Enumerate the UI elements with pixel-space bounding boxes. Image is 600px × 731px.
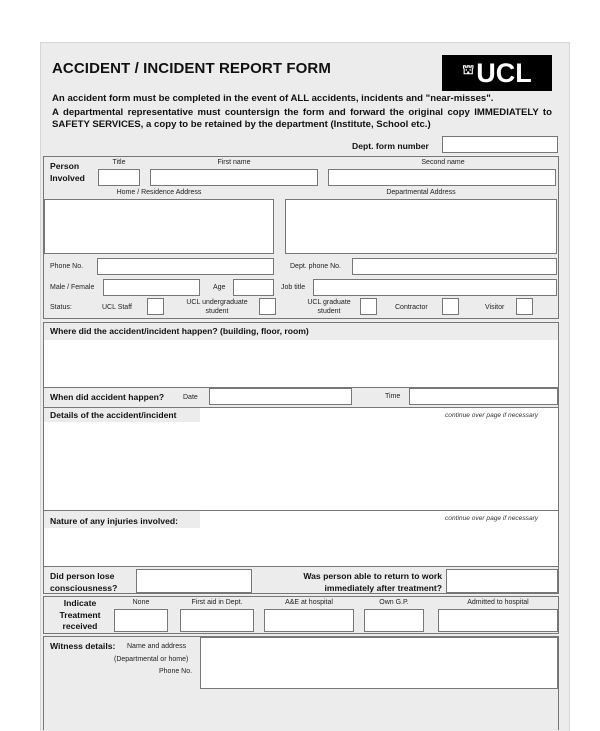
date-field[interactable] [209,388,352,405]
treatment-gp-field[interactable] [364,609,424,632]
location-label: Where did the accident/incident happen? (building, floor, room) [50,326,309,336]
first-name-field[interactable] [150,169,318,186]
treatment-admitted-field[interactable] [438,609,558,632]
injuries-label: Nature of any injuries involved: [50,516,178,526]
lose-consciousness-label: Did person lose consciousness? [50,571,118,593]
when-label: When did accident happen? [50,392,165,402]
visitor-checkbox[interactable] [516,298,533,315]
intro-line-1: An accident form must be completed in the event of ALL accidents, incidents and "near-misses". [52,93,494,104]
title-label: Title [112,159,126,166]
details-note: continue over page if necessary [445,412,539,419]
treatment-none-field[interactable] [114,609,168,632]
divider [44,566,558,567]
phone-field[interactable] [97,258,274,275]
graduate-checkbox[interactable] [360,298,377,315]
dept-address-field[interactable] [285,199,557,254]
status-option-ucl-staff: UCL Staff [102,304,132,311]
form-number-label: Dept. form number [352,141,429,151]
location-field[interactable] [44,340,558,387]
intro-line-2: A departmental representative must countersign the form and forward the original copy IMMEDIATELY to SAFETY SERVICES, a copy to be retained by the department (Institute, School etc.) [52,107,552,130]
form-title: ACCIDENT / INCIDENT REPORT FORM [52,60,331,77]
person-involved-label: Person Involved [50,161,85,183]
treatment-option-gp: Own G.P. [379,599,409,606]
treatment-option-first-aid: First aid in Dept. [191,599,243,606]
form-number-field[interactable] [442,136,558,153]
witness-details-field[interactable] [200,637,558,689]
injuries-field[interactable] [44,528,558,566]
treatment-ae-field[interactable] [264,609,354,632]
ucl-staff-checkbox[interactable] [147,298,164,315]
treatment-option-admitted: Admitted to hospital [467,599,529,606]
witness-phone-label: Phone No. [159,668,193,675]
dept-phone-label: Dept. phone No. [290,263,341,270]
age-field[interactable] [233,279,274,296]
witness-label: Witness details: [50,641,116,651]
ucl-logo [442,55,552,91]
second-name-field[interactable] [328,169,556,186]
second-name-label: Second name [421,159,465,166]
lose-consciousness-field[interactable] [136,569,252,593]
job-title-field[interactable] [313,279,557,296]
gender-field[interactable] [103,279,200,296]
home-address-label: Home / Residence Address [116,189,202,196]
dept-address-label: Departmental Address [386,189,456,196]
treatment-first-aid-field[interactable] [180,609,254,632]
date-label: Date [183,394,198,401]
time-field[interactable] [409,388,558,405]
phone-label: Phone No. [50,263,84,270]
return-to-work-label: Was person able to return to work immediately after treatment? [303,571,442,593]
first-name-label: First name [217,159,251,166]
status-label: Status: [50,304,72,311]
gender-label: Male / Female [50,284,95,291]
dept-phone-field[interactable] [352,258,557,275]
treatment-label: Indicate Treatment received [59,598,101,631]
treatment-option-ae: A&E at hospital [285,599,333,606]
status-option-contractor: Contractor [395,304,428,311]
status-option-undergraduate: UCL undergraduate student [186,299,248,315]
treatment-option-none: None [132,599,150,606]
time-label: Time [385,393,401,400]
contractor-checkbox[interactable] [442,298,459,315]
return-to-work-field[interactable] [446,569,558,593]
undergraduate-checkbox[interactable] [259,298,276,315]
job-title-label: Job title [281,284,306,291]
details-field[interactable] [44,422,558,510]
witness-dept-home-label: (Departmental or home) [114,656,189,663]
status-option-graduate: UCL graduate student [307,299,351,315]
crest-icon: ⛫ [462,62,475,77]
logo-text: UCL [476,57,532,88]
home-address-field[interactable] [44,199,274,254]
status-option-visitor: Visitor [485,304,505,311]
witness-name-label: Name and address [127,643,187,650]
injuries-note: continue over page if necessary [445,515,539,522]
age-label: Age [213,284,226,291]
details-label: Details of the accident/incident [50,410,177,420]
title-field[interactable] [98,169,140,186]
